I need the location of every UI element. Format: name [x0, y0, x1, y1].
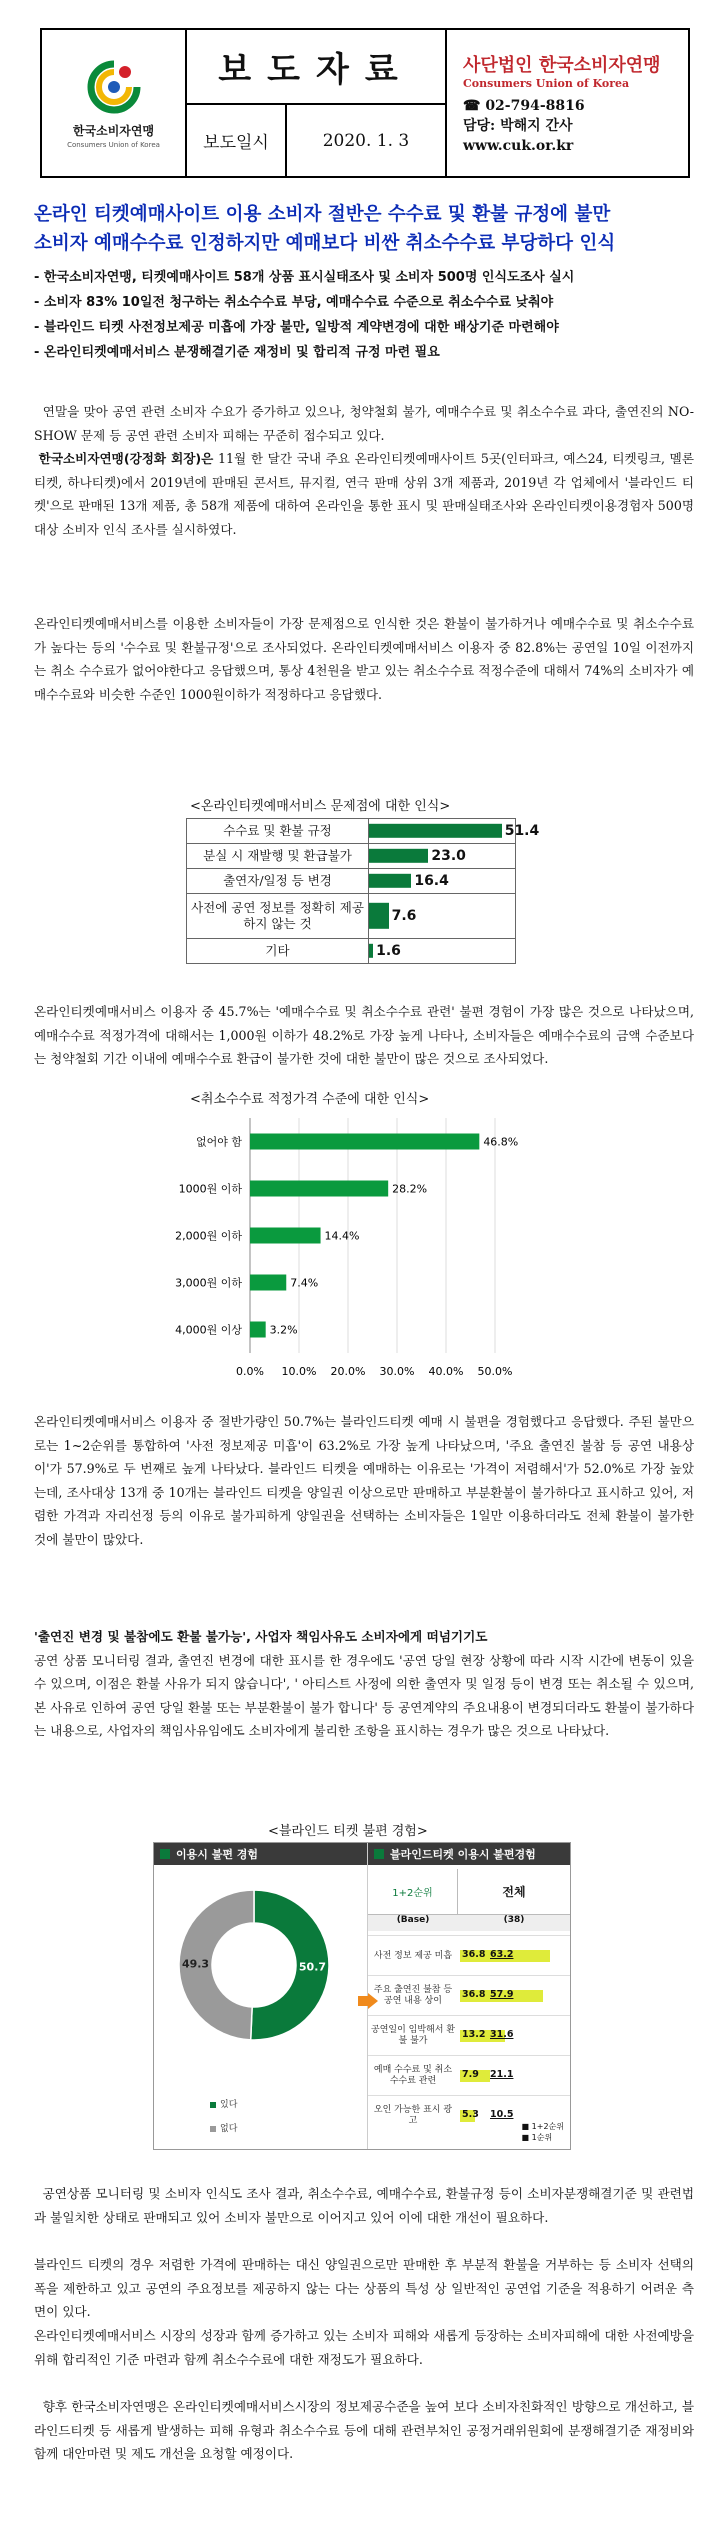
chart2-value-label: 7.4%: [290, 1276, 319, 1290]
chart2-bar: [250, 1322, 266, 1338]
website-link[interactable]: www.cuk.or.kr: [463, 137, 574, 154]
headline-line-2: 소비자 예매수수료 인정하지만 예매보다 비싼 취소수수료 부당하다 인식: [34, 233, 616, 254]
blind-ticket-infographic: [153, 1842, 571, 2150]
chart2-value-label: 3.2%: [269, 1323, 298, 1337]
chart1-problem-awareness: [186, 818, 540, 988]
body-paragraph-7: 블라인드 티켓의 경우 저렴한 가격에 판매하는 대신 양일권으로만 판매한 후 부분적 환불을 거부하는 등 소비자 선택의 폭을 제한하고 있고 공연의 주요정보를 제공하지 않는 다는 상품의 특성 상 일반적인 공연업 기준을 적용하기 어려운 측면이 있다.: [34, 2257, 694, 2319]
chart2-x-tick-label: 30.0%: [379, 1365, 415, 1378]
date-value: 2020. 1. 3: [322, 130, 410, 151]
logo-block: [42, 30, 187, 176]
inconvenience-panel: [368, 1843, 570, 2149]
chart1-category-label: 분실 시 재발행 및 환급불가: [187, 844, 369, 868]
pie-panel-header: [154, 1843, 367, 1865]
table-header: [368, 1869, 570, 1915]
chart1-bar: [369, 944, 373, 958]
cuk-logo-icon: [85, 58, 143, 116]
chart1-value-label: 7.6: [391, 908, 417, 924]
body-paragraph-1: [34, 400, 694, 541]
phone-number: ☎ 02-794-8816: [463, 97, 585, 114]
date-label: 보도일시: [187, 105, 287, 176]
inconvenience-label: 예매 수수료 및 취소수수료 관련: [373, 2065, 453, 2086]
legend-label: 1+2순위: [531, 2122, 564, 2131]
logo-org-name-en: Consumers Union of Korea: [67, 140, 160, 149]
chart1-bar: [369, 903, 389, 929]
corp-name-en: Consumers Union of Korea: [463, 76, 630, 90]
para5-subheading: '출연진 변경 및 불참에도 환불 불가능', 사업자 책임사유도 소비자에게 떠넘기기도: [34, 1629, 488, 1644]
bullet-item: - 한국소비자연맹, 티켓예매사이트 58개 상품 표시실태조사 및 소비자 500명 인식도조사 실시: [34, 270, 575, 285]
legend-label: 없다: [220, 2124, 238, 2134]
chart1-category-label: 수수료 및 환불 규정: [187, 819, 369, 843]
chart2-x-tick-label: 40.0%: [428, 1365, 464, 1378]
chart2-x-tick-label: 20.0%: [330, 1365, 366, 1378]
body-paragraph-4: 온라인티켓예매서비스 이용자 중 절반가량인 50.7%는 블라인드티켓 예매 시 불편을 경험했다고 응답했다. 주된 불만으로는 1~2순위를 통합하여 '사전 정보제공 미흡'이 63.2%로 가장 높게 나타났으며, '주요 출연진 불참 등 공연 내용상이'가 57.9%로 두 번째로 높게 나타났다. 블라인드 티켓을 예매하는 이유로는 '가격이 저렴해서'가 52.0%로 가장 높았는데, 조사대상 13개 중 10개는 블라인드 티켓을 양일권 이상으로만 판매하고 부분환불이 불가하다고 표시하고 있어, 저렴한 가격과 자리선정 등의 이유로 불가피하게 양일권을 선택하는 소비자들은 1일만 이용하더라도 전체 환불이 불가한 것에 불만이 많았다.: [34, 1414, 694, 1547]
header-square-icon: [160, 1849, 170, 1859]
chart1-category-label: 출연자/일정 등 변경: [187, 869, 369, 893]
chart2-bar: [250, 1275, 286, 1291]
chart2-x-tick-label: 0.0%: [236, 1365, 264, 1378]
inconvenience-label: 주요 출연진 불참 등 공연 내용 상이: [373, 1985, 453, 2006]
chart2-value-label: 28.2%: [392, 1182, 428, 1196]
body-paragraph-8: 온라인티켓예매서비스 시장의 성장과 함께 증가하고 있는 소비자 피해와 새롭게 등장하는 소비자피해에 대한 사전예방을 위해 합리적인 기준 마련과 함께 취소수수료에 대한 재정도가 필요하다.: [34, 2328, 694, 2367]
logo-org-name: 한국소비자연맹: [72, 123, 155, 138]
chart2-category-label: 없어야 함: [195, 1135, 242, 1149]
inconvenience-label: 공연일이 임박해서 환불 불가: [371, 2025, 455, 2046]
rank12-value: 57.9: [490, 1989, 514, 2000]
base-label: (Base): [396, 1915, 430, 1925]
inconvenience-panel-header: [368, 1843, 570, 1865]
rank1-value: 36.8: [462, 1989, 486, 2000]
legend-swatch: [210, 2102, 216, 2108]
para1-text1: 연말을 맞아 공연 관련 소비자 수요가 증가하고 있으나, 청약철회 불가, 예매수수료 및 취소수수료 과다, 출연진의 NO-SHOW 문제 등 공연 관련 소비자 피해는 꾸준히 접수되고 있다.: [34, 404, 694, 443]
legend-item: ■ 1순위: [521, 2133, 553, 2142]
inconvenience-row: [368, 2015, 570, 2055]
inconvenience-row: [368, 1935, 570, 1975]
chart1-bar-area: [369, 939, 515, 963]
chart1-bar: [369, 824, 502, 838]
chart2-value-label: 14.4%: [324, 1229, 360, 1243]
inconvenience-label: 오인 가능한 표시 광고: [373, 2105, 453, 2126]
chart1-bar-area: [369, 844, 515, 868]
legend-label: 있다: [220, 2100, 238, 2110]
chart2-category-label: 2,000원 이하: [175, 1229, 242, 1243]
chart1-category-label: 사전에 공연 정보를 정확히 제공하지 않는 것: [187, 894, 369, 938]
chart1-row: [186, 868, 516, 894]
chart1-category-label: 기타: [187, 939, 369, 963]
chart1-row: [186, 938, 516, 964]
para9-text: 향후 한국소비자연맹은 온라인티켓예매서비스시장의 정보제공수준을 높여 보다 소비자친화적인 방향으로 개선하고, 블라인드티켓 등 새롭게 발생하는 피해 유형과 취소수수료 등에 대해 관련부처인 공정거래위원회에 분쟁해결기준 재정비와 함께 대안마련 및 제도 개선을 요청할 예정이다.: [34, 2399, 695, 2461]
corp-name: 사단법인 한국소비자연맹: [463, 54, 661, 76]
pie-value-label: 50.7: [298, 1960, 327, 1974]
headline: [34, 200, 694, 258]
chart2-title: <취소수수료 적정가격 수준에 대한 인식>: [190, 1092, 430, 1107]
chart1-title: <온라인티켓예매서비스 문제점에 대한 인식>: [190, 799, 451, 814]
inconvenience-panel-title: 블라인드티켓 이용시 불편경험: [390, 1848, 536, 1861]
body-paragraph-5: [34, 1625, 694, 1743]
inconvenience-row: [368, 2055, 570, 2095]
chart1-value-label: 16.4: [414, 873, 449, 889]
body-paragraph-2: 온라인티켓예매서비스를 이용한 소비자들이 가장 문제점으로 인식한 것은 환불이 불가하거나 예매수수료 및 취소수수료가 높다는 등의 '수수료 및 환불규정'으로 조사되었다. 온라인티켓예매서비스 이용자 중 82.8%는 공연일 10일 이전까지는 취소 수수료가 없어야한다고 응답했으며, 통상 4천원을 받고 있는 취소수수료 적정수준에 대해서 74%의 소비자가 예매수수료와 비슷한 수준인 1000원이하가 적정하다고 응답했다.: [34, 616, 694, 702]
column-label: 전체: [502, 1885, 526, 1899]
chart2-x-tick-label: 50.0%: [477, 1365, 513, 1378]
pie-value-label: 49.3: [181, 1957, 210, 1971]
press-header: [40, 28, 690, 178]
chart1-bar: [369, 874, 411, 888]
bar-legend: [522, 2121, 564, 2143]
chart1-row: [186, 843, 516, 869]
rank12-value: 63.2: [490, 1949, 514, 1960]
summary-bullets: [34, 265, 699, 365]
rank12-value: 21.1: [490, 2069, 514, 2080]
bullet-item: - 블라인드 티켓 사전정보제공 미흡에 가장 불만, 일방적 계약변경에 대한 배상기준 마련해야: [34, 320, 559, 335]
headline-line-1: 온라인 티켓예매사이트 이용 소비자 절반은 수수료 및 환불 규정에 불만: [34, 204, 611, 225]
body-paragraph-9: [34, 2395, 694, 2466]
bullet-item: - 소비자 83% 10일전 청구하는 취소수수료 부당, 예매수수료 수준으로 취소수수료 낮춰야: [34, 295, 554, 310]
body-paragraph-3: 온라인티켓예매서비스 이용자 중 45.7%는 '예매수수료 및 취소수수료 관련' 불편 경험이 가장 많은 것으로 나타났으며, 예매수수료 적정가격에 대해서는 1,000원 이하가 48.2%로 가장 높게 나타나, 소비자들은 예매수수료의 금액 수준보다는 청약철회 기간 이내에 예매수수료 환급이 불가한 것에 대한 불만이 많은 것으로 조사되었다.: [34, 1004, 694, 1066]
body-paragraph-6: [34, 2182, 694, 2229]
legend-item-no: [210, 2117, 237, 2141]
base-row: [368, 1915, 570, 1931]
para6-text: 공연상품 모니터링 및 소비자 인식도 조사 결과, 취소수수료, 예매수수료, 환불규정 등이 소비자분쟁해결기준 및 관련법과 불일치한 상태로 판매되고 있어 소비자 불만으로 이어지고 있어 이에 대한 개선이 필요하다.: [34, 2186, 694, 2225]
chart1-row: [186, 818, 540, 844]
para1-text2: 11월 한 달간 국내 주요 온라인티켓예매사이트 5곳(인터파크, 예스24, 티켓링크, 멜론티켓, 하나티켓)에서 2019년에 판매된 콘서트, 뮤지컬, 연극 판매 상위 3개 제품과, 2019년 각 업체에서 '블라인드 티켓'으로 판매된 13개 제품, 총 58개 제품에 대하여 온라인을 통한 표시 및 판매실태조사와 온라인티켓이용경험자 500명 대상 소비자 인식 조사를 실시하였다.: [34, 451, 694, 537]
inconvenience-label: 사전 정보 제공 미흡: [373, 1950, 453, 1961]
legend-item-yes: [210, 2093, 237, 2117]
rank-label: 1+2순위: [368, 1869, 458, 1914]
contact-person: 담당: 박해지 간사: [463, 117, 573, 134]
chart2-bar: [250, 1134, 479, 1150]
chart1-bar-area: [369, 819, 540, 843]
rank1-value: 36.8: [462, 1949, 486, 1960]
chart2-category-label: 4,000원 이상: [175, 1323, 242, 1337]
base-value: (38): [503, 1915, 525, 1925]
chart1-bar: [369, 849, 428, 863]
chart1-bar-area: [369, 894, 515, 938]
rank1-value: 13.2: [462, 2029, 486, 2040]
contact-block: [447, 30, 688, 176]
bullet-item: - 온라인티켓예매서비스 분쟁해결기준 재정비 및 합리적 규정 마련 필요: [34, 345, 440, 360]
title-block: [187, 30, 447, 176]
doc-title: 보도자료: [187, 30, 445, 105]
header-square-icon: [374, 1849, 384, 1859]
legend-label: 1순위: [531, 2133, 553, 2142]
rank1-value: 7.9: [462, 2069, 479, 2080]
pie-panel: [154, 1843, 368, 2149]
chart1-value-label: 51.4: [504, 823, 540, 839]
chart1-value-label: 1.6: [376, 943, 401, 959]
pie-panel-title: 이용시 불편 경험: [176, 1848, 259, 1861]
legend-swatch: [210, 2126, 216, 2132]
chart1-row: [186, 893, 516, 939]
para5-text: 공연 상품 모니터링 결과, 출연진 변경에 대한 표시를 한 경우에도 '공연 당일 현장 상황에 따라 시작 시간에 변동이 있을 수 있으며, 이점은 환불 사유가 되지 않습니다', ' 아티스트 사정에 의한 출연자 및 일정 등이 변경 또는 취소될 수 있으며, 본 사유로 인하여 공연 당일 환불 또는 부분환불이 불가 합니다' 등 공연계약의 주요내용이 변경되더라도 환불이 불가하다는 내용으로, 사업자의 책임사유임에도 소비자에게 불리한 조항을 표시하는 경우가 많은 것으로 나타났다.: [34, 1652, 694, 1738]
chart3-title: <블라인드 티켓 불편 경험>: [268, 1824, 428, 1839]
chart1-value-label: 23.0: [431, 848, 466, 864]
chart1-bar-area: [369, 869, 515, 893]
chart2-value-label: 46.8%: [483, 1135, 519, 1149]
rank12-value: 10.5: [490, 2109, 514, 2120]
chart2-bar: [250, 1228, 321, 1244]
chart2-category-label: 1000원 이하: [178, 1182, 242, 1196]
rank12-value: 31.6: [490, 2029, 514, 2040]
para1-bold: 한국소비자연맹(강정화 회장)은: [38, 451, 214, 466]
pie-legend: [210, 2093, 237, 2141]
chart2-cancel-fee-awareness: [150, 1108, 550, 1393]
rank1-value: 5.3: [462, 2109, 479, 2120]
chart2-category-label: 3,000원 이하: [175, 1276, 242, 1290]
date-row: [187, 105, 445, 176]
legend-item: ■ 1+2순위: [521, 2122, 564, 2131]
inconvenience-row: [368, 1975, 570, 2015]
chart2-bar: [250, 1181, 388, 1197]
pie-chart: [154, 1865, 368, 2085]
chart2-x-tick-label: 10.0%: [281, 1365, 317, 1378]
